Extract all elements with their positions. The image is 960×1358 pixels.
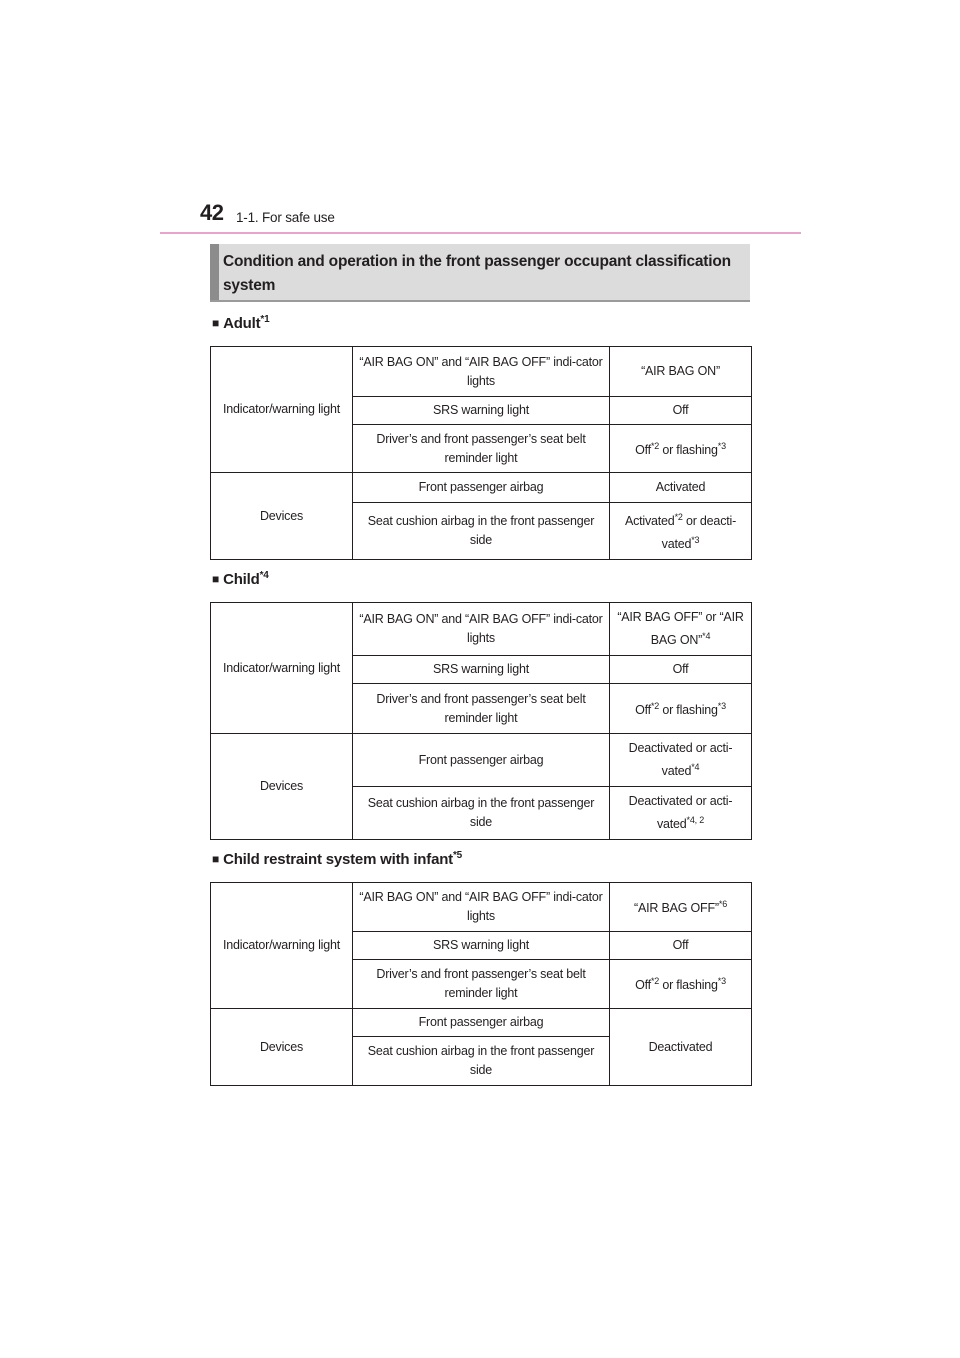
state-text: Activated <box>655 480 706 494</box>
item-cell: SRS warning light <box>353 932 610 960</box>
state-text: or flashing <box>659 978 718 993</box>
table-row <box>211 347 752 397</box>
state-cell <box>610 473 752 503</box>
state-text: Off <box>635 443 651 458</box>
row-group-label: Devices <box>211 473 353 560</box>
footnote-ref: *2 <box>650 440 660 451</box>
state-cell <box>610 787 752 840</box>
state-text: or flashing <box>659 703 718 718</box>
adult-condition-table <box>210 346 752 560</box>
state-cell <box>610 684 752 734</box>
table-row <box>211 734 752 787</box>
square-bullet-icon: ■ <box>212 572 220 586</box>
item-cell: SRS warning light <box>353 656 610 684</box>
footnote-ref: *4 <box>259 570 269 581</box>
item-cell: SRS warning light <box>353 397 610 425</box>
state-cell <box>610 397 752 425</box>
footnote-ref: *4, 2 <box>686 814 705 825</box>
infant-condition-table <box>210 882 752 1086</box>
footnote-ref: *2 <box>650 700 660 711</box>
item-cell: Driver’s and front passenger’s seat belt reminder light <box>353 960 610 1009</box>
item-cell: Seat cushion airbag in the front passenger side <box>353 503 610 560</box>
item-cell: Front passenger airbag <box>353 473 610 503</box>
state-text: Activated <box>624 514 675 528</box>
row-group-label: Indicator/warning light <box>211 603 353 734</box>
state-cell <box>610 883 752 932</box>
state-text: Off <box>672 403 689 417</box>
item-cell: Driver’s and front passenger’s seat belt reminder light <box>353 425 610 473</box>
state-text: Off <box>635 703 651 718</box>
footnote-ref: *3 <box>717 700 726 711</box>
state-text: Deactivated or acti-vated <box>628 740 733 779</box>
section-breadcrumb: 1-1. For safe use <box>236 210 335 225</box>
state-text: Off <box>672 938 689 952</box>
item-cell: “AIR BAG ON” and “AIR BAG OFF” indi-cator lights <box>353 883 610 932</box>
item-cell: Front passenger airbag <box>353 1009 610 1037</box>
table-row <box>211 603 752 656</box>
square-bullet-icon: ■ <box>212 852 220 866</box>
row-group-label: Devices <box>211 1009 353 1086</box>
footnote-ref: *5 <box>452 850 463 861</box>
case-heading-adult <box>212 314 269 332</box>
state-text: “AIR BAG OFF” <box>633 901 719 916</box>
table-row <box>211 473 752 503</box>
item-cell: Seat cushion airbag in the front passenger side <box>353 1037 610 1086</box>
footnote-ref: *6 <box>718 899 727 910</box>
state-text: or deacti-vated <box>661 514 737 552</box>
state-cell <box>610 932 752 960</box>
footnote-ref: *2 <box>650 976 660 987</box>
page-number: 42 <box>200 200 224 225</box>
state-text: Deactivated <box>648 1039 713 1054</box>
square-bullet-icon: ■ <box>212 316 220 330</box>
table-row <box>211 1009 752 1037</box>
item-cell: Front passenger airbag <box>353 734 610 787</box>
item-cell: “AIR BAG ON” and “AIR BAG OFF” indi-cator lights <box>353 603 610 656</box>
state-text: Off <box>672 662 689 676</box>
footnote-ref: *4 <box>691 761 700 772</box>
case-heading-text: Adult <box>223 315 261 332</box>
state-text: Deactivated or acti-vated <box>628 793 733 832</box>
child-condition-table <box>210 602 752 840</box>
table-row <box>211 883 752 932</box>
row-group-label: Devices <box>211 734 353 840</box>
row-group-label: Indicator/warning light <box>211 347 353 473</box>
footnote-ref: *3 <box>717 440 726 451</box>
state-cell <box>610 960 752 1009</box>
state-text: “AIR BAG OFF” or “AIR BAG ON” <box>617 609 744 648</box>
case-heading-text: Child restraint system with infant <box>223 851 453 868</box>
state-cell <box>610 603 752 656</box>
footnote-ref: *3 <box>717 976 726 987</box>
case-heading-infant <box>212 850 462 868</box>
item-cell: “AIR BAG ON” and “AIR BAG OFF” indi-cator lights <box>353 347 610 397</box>
case-heading-text: Child <box>223 571 260 588</box>
section-title: Condition and operation in the front passenger occupant classification system <box>223 253 731 294</box>
footnote-ref: *4 <box>702 630 711 641</box>
header-divider <box>160 232 801 234</box>
state-cell <box>610 734 752 787</box>
row-group-label: Indicator/warning light <box>211 883 353 1009</box>
state-text: “AIR BAG ON” <box>641 364 720 378</box>
state-cell <box>610 347 752 397</box>
footnote-ref: *2 <box>674 511 683 522</box>
state-text: or flashing <box>659 443 718 458</box>
item-cell: Seat cushion airbag in the front passenger side <box>353 787 610 840</box>
state-cell <box>610 503 752 560</box>
section-title-box <box>210 244 750 302</box>
state-text: Off <box>635 978 651 993</box>
item-cell: Driver’s and front passenger’s seat belt reminder light <box>353 684 610 734</box>
state-cell <box>610 1009 752 1086</box>
footnote-ref: *3 <box>691 535 700 545</box>
footnote-ref: *1 <box>260 314 270 325</box>
state-cell <box>610 425 752 473</box>
state-cell <box>610 656 752 684</box>
title-accent-bar <box>210 244 219 300</box>
case-heading-child <box>212 570 269 588</box>
